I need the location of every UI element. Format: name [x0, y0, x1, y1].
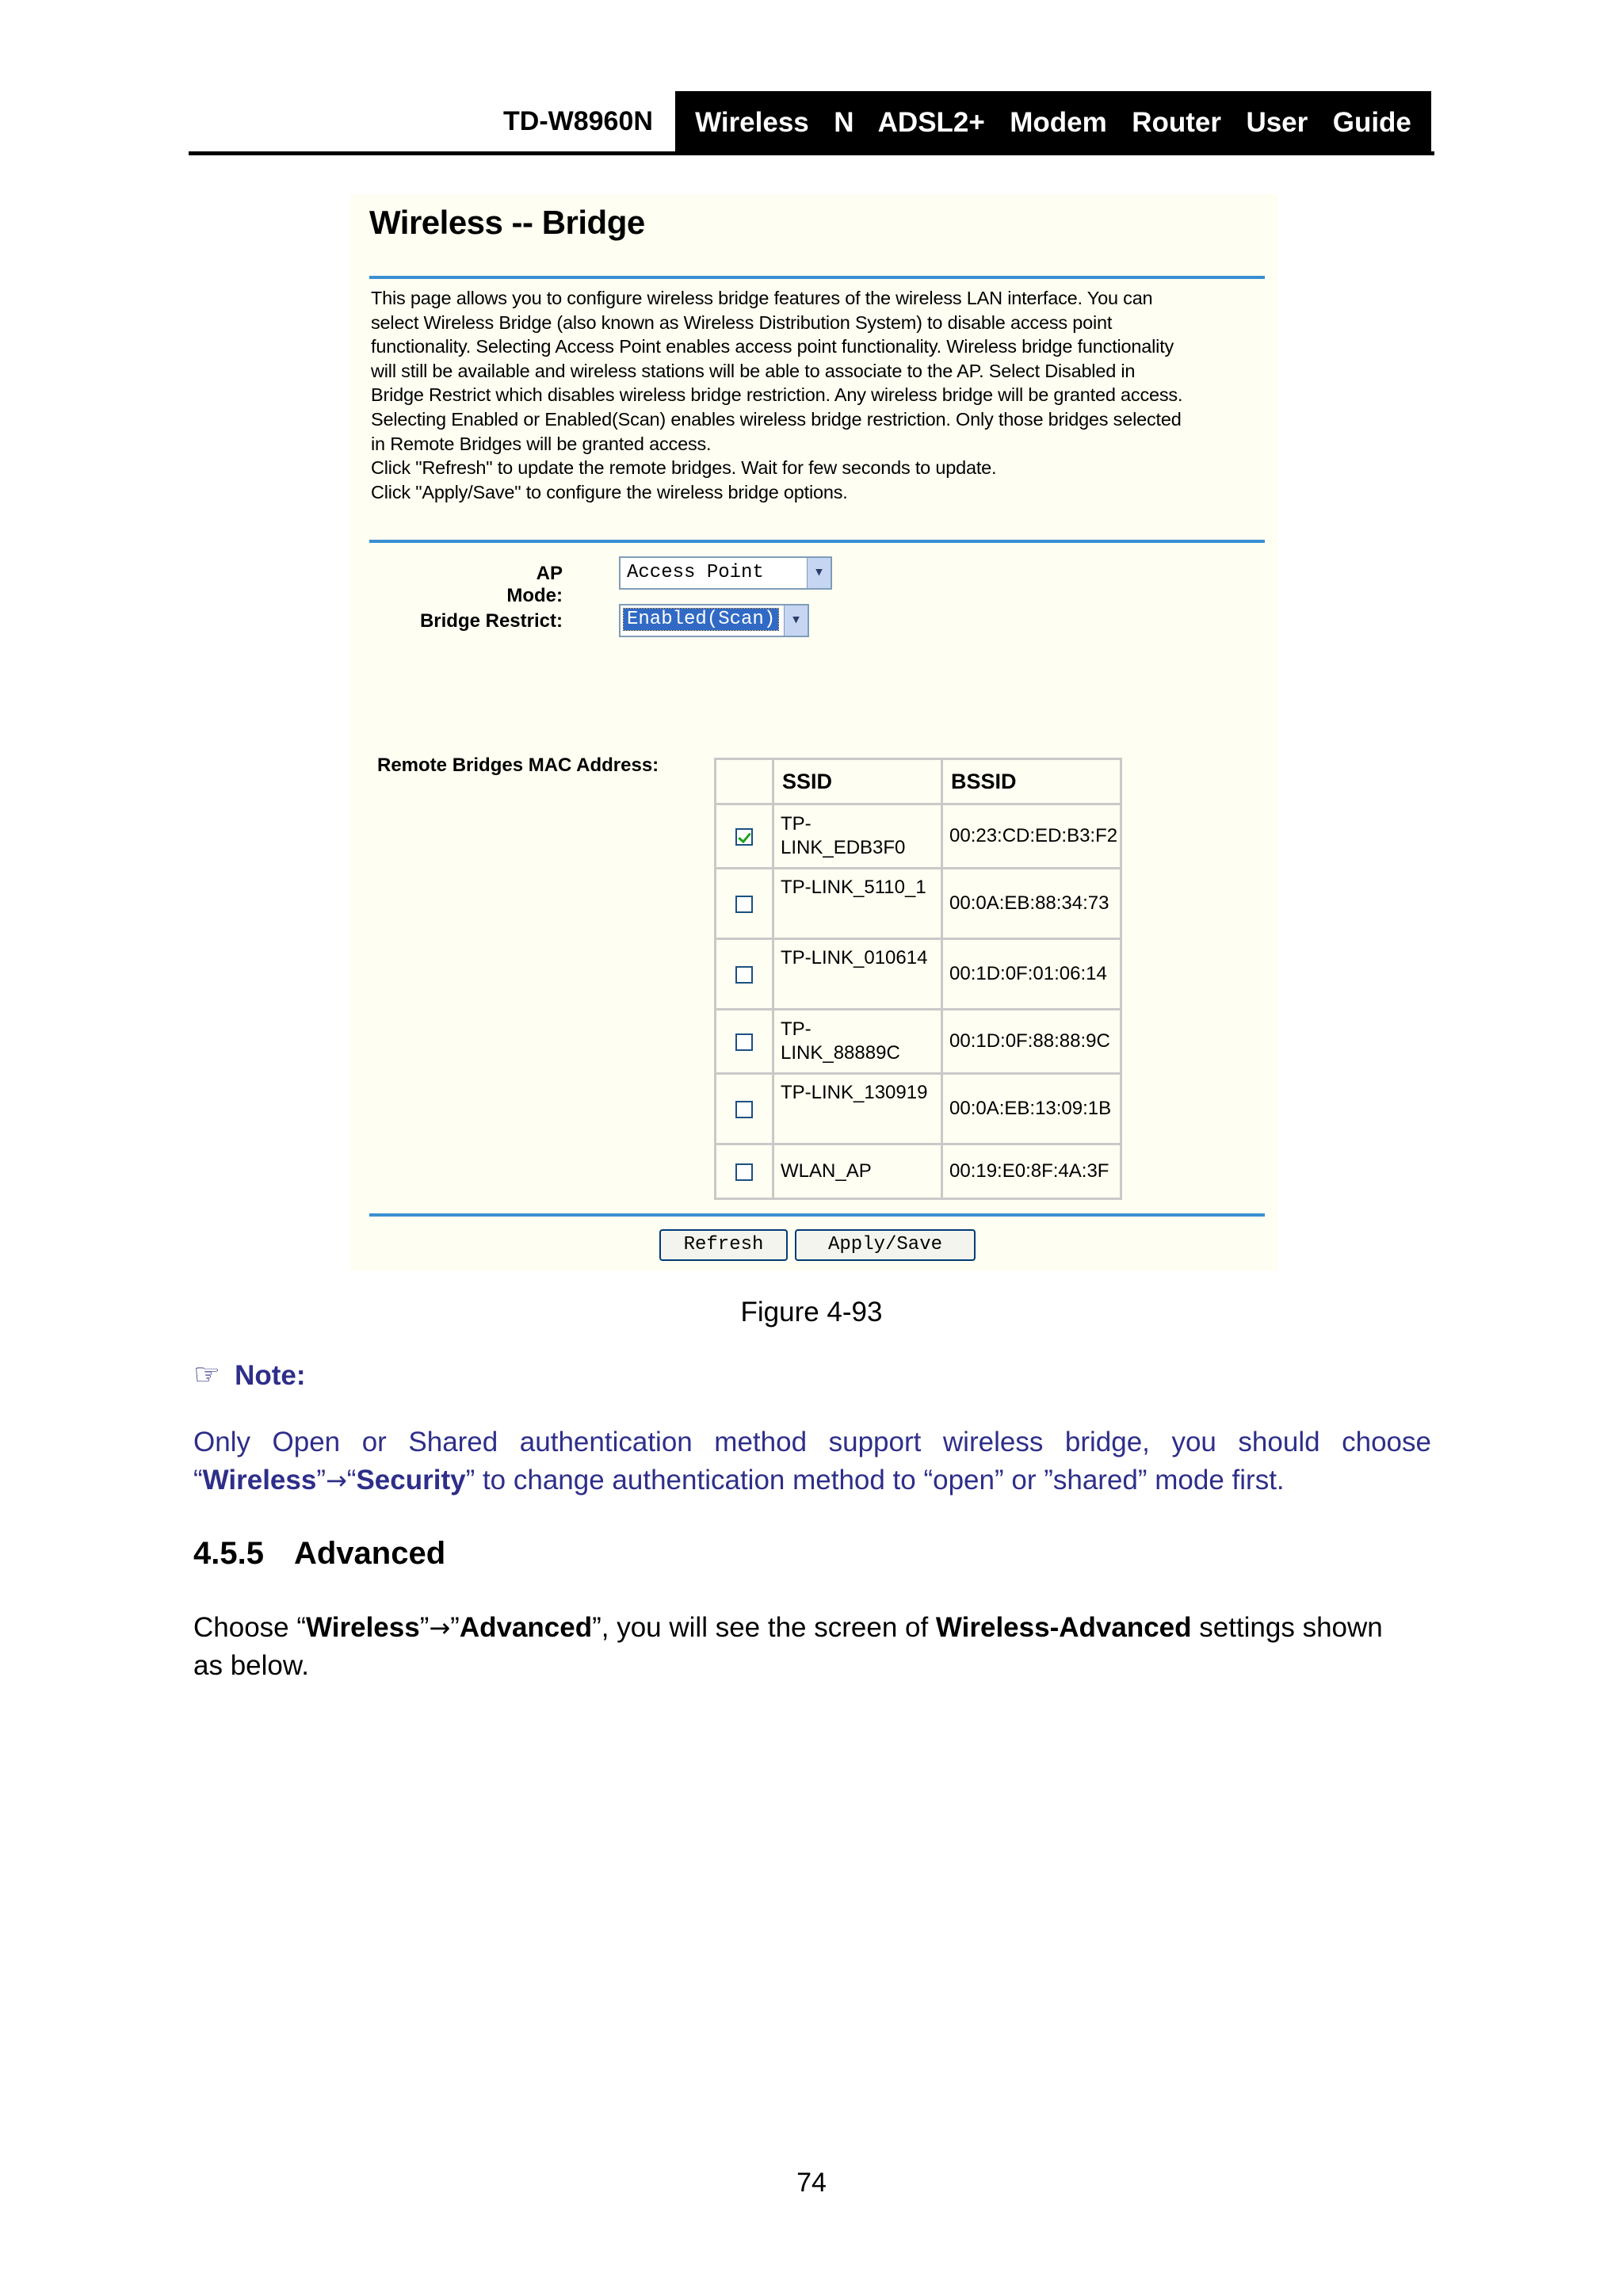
- bridge-checkbox[interactable]: [735, 1033, 753, 1051]
- table-row: [716, 1074, 1121, 1144]
- body-line-1: [193, 1609, 1431, 1647]
- table-row: [716, 804, 1121, 869]
- table-row: [716, 939, 1121, 1010]
- quote-open: “: [193, 1465, 203, 1496]
- note-label: Note:: [235, 1360, 306, 1391]
- pointing-hand-icon: ☞: [193, 1357, 221, 1392]
- bridge-restrict-label: Bridge Restrict:: [419, 610, 563, 632]
- remote-bridges-table: [714, 758, 1122, 1200]
- body-bold-advanced: Advanced: [459, 1612, 593, 1643]
- table-header-row: [716, 759, 1121, 804]
- page-title: Wireless -- Bridge: [369, 204, 645, 241]
- ssid-cell: TP-LINK_5110_1: [773, 869, 942, 939]
- section-title: Advanced: [293, 1536, 446, 1571]
- chevron-down-icon[interactable]: ▾: [784, 606, 808, 636]
- header-divider: [189, 151, 1434, 155]
- body-bold-wireless: Wireless: [306, 1612, 420, 1643]
- note-paragraph: [193, 1423, 1431, 1499]
- mid-divider: [369, 540, 1265, 543]
- note-bold-wireless: Wireless: [202, 1465, 317, 1496]
- bridge-checkbox[interactable]: [735, 896, 753, 913]
- ssid-cell: WLAN_AP: [773, 1144, 942, 1199]
- body-paragraph: [193, 1609, 1431, 1685]
- note-heading: [193, 1357, 306, 1392]
- note-line-2-rest: ” to change authentication method to “open” or ”shared” mode first.: [465, 1465, 1285, 1496]
- bssid-cell: 00:23:CD:ED:B3:F2: [942, 804, 1121, 869]
- body-text: ”: [450, 1612, 460, 1643]
- bridge-restrict-select[interactable]: [619, 604, 809, 637]
- section-heading: [193, 1536, 445, 1572]
- header-select-cell: [716, 759, 773, 804]
- bottom-divider: [369, 1213, 1265, 1217]
- body-text: Choose “: [193, 1612, 307, 1643]
- page-description: This page allows you to configure wireless bridge features of the wireless LAN interface. You can select Wireless Bridge (also known as Wireless Distribution System) to disable access point functionality. Selecting Access Point enables access point functionality. Wireless bridge functionality will still be available and wireless stations will be able to associate to the AP. Select Disabled in Bridge Restrict which disables wireless bridge restriction. Any wireless bridge will be granted access. Selecting Enabled or Enabled(Scan) enables wireless bridge restriction. Only those bridges selected in Remote Bridges will be granted access. Click "Refresh" to update the remote bridges. Wait for few seconds to update. Click "Apply/Save" to configure the wireless bridge options.: [371, 288, 1183, 502]
- quote-close: ”: [316, 1465, 326, 1496]
- table-row: [716, 869, 1121, 939]
- bridge-checkbox[interactable]: [735, 828, 753, 846]
- bssid-cell: 00:1D:0F:01:06:14: [942, 939, 1121, 1010]
- bssid-cell: 00:19:E0:8F:4A:3F: [942, 1144, 1121, 1199]
- body-text: ”, you will see the screen of: [592, 1612, 936, 1643]
- chevron-down-icon[interactable]: ▾: [807, 558, 831, 588]
- note-bold-security: Security: [356, 1465, 466, 1496]
- doc-header-banner: [675, 91, 1431, 151]
- body-text: settings shown: [1191, 1612, 1383, 1643]
- remote-bridges-label: Remote Bridges MAC Address:: [377, 755, 659, 776]
- page-number: 74: [796, 2168, 827, 2198]
- arrow-right-icon: →: [429, 1613, 451, 1643]
- header-ssid: SSID: [773, 759, 942, 804]
- table-row: [716, 1144, 1121, 1199]
- bridge-checkbox[interactable]: [735, 1101, 753, 1118]
- bridge-restrict-value: Enabled(Scan): [624, 609, 778, 630]
- apply-save-button[interactable]: Apply/Save: [795, 1229, 976, 1261]
- quote-open: “: [346, 1465, 357, 1496]
- note-line-2: [193, 1461, 1431, 1499]
- bridge-checkbox[interactable]: [735, 966, 753, 984]
- figure-caption: Figure 4-93: [740, 1297, 883, 1328]
- header-bssid: BSSID: [942, 759, 1121, 804]
- ssid-cell: TP- LINK_EDB3F0: [773, 804, 942, 869]
- bssid-cell: 00:0A:EB:13:09:1B: [942, 1074, 1121, 1144]
- body-line-2: as below.: [193, 1650, 309, 1681]
- arrow-right-icon: →: [325, 1465, 347, 1496]
- bridge-checkbox[interactable]: [735, 1163, 753, 1181]
- ssid-cell: TP-LINK_010614: [773, 939, 942, 1010]
- bssid-cell: 00:0A:EB:88:34:73: [942, 869, 1121, 939]
- bssid-cell: 00:1D:0F:88:88:9C: [942, 1010, 1121, 1074]
- ap-mode-value: Access Point: [627, 562, 764, 583]
- doc-guide-title: Wireless N ADSL2+ Modem Router User Guide: [695, 107, 1411, 138]
- ap-mode-select[interactable]: [619, 556, 832, 590]
- ap-mode-label: AP Mode:: [506, 563, 563, 606]
- ssid-cell: TP- LINK_88889C: [773, 1010, 942, 1074]
- body-bold-wireless-advanced: Wireless-Advanced: [935, 1612, 1192, 1643]
- top-divider: [369, 276, 1265, 279]
- wireless-bridge-screenshot: [350, 194, 1277, 1270]
- doc-model-name: TD-W8960N: [503, 106, 653, 136]
- note-line-1: Only Open or Shared authentication method support wireless bridge, you should choose: [193, 1427, 1431, 1457]
- section-number: 4.5.5: [193, 1536, 264, 1571]
- ssid-cell: TP-LINK_130919: [773, 1074, 942, 1144]
- refresh-button[interactable]: Refresh: [659, 1229, 788, 1261]
- body-text: ”: [419, 1612, 430, 1643]
- table-row: [716, 1010, 1121, 1074]
